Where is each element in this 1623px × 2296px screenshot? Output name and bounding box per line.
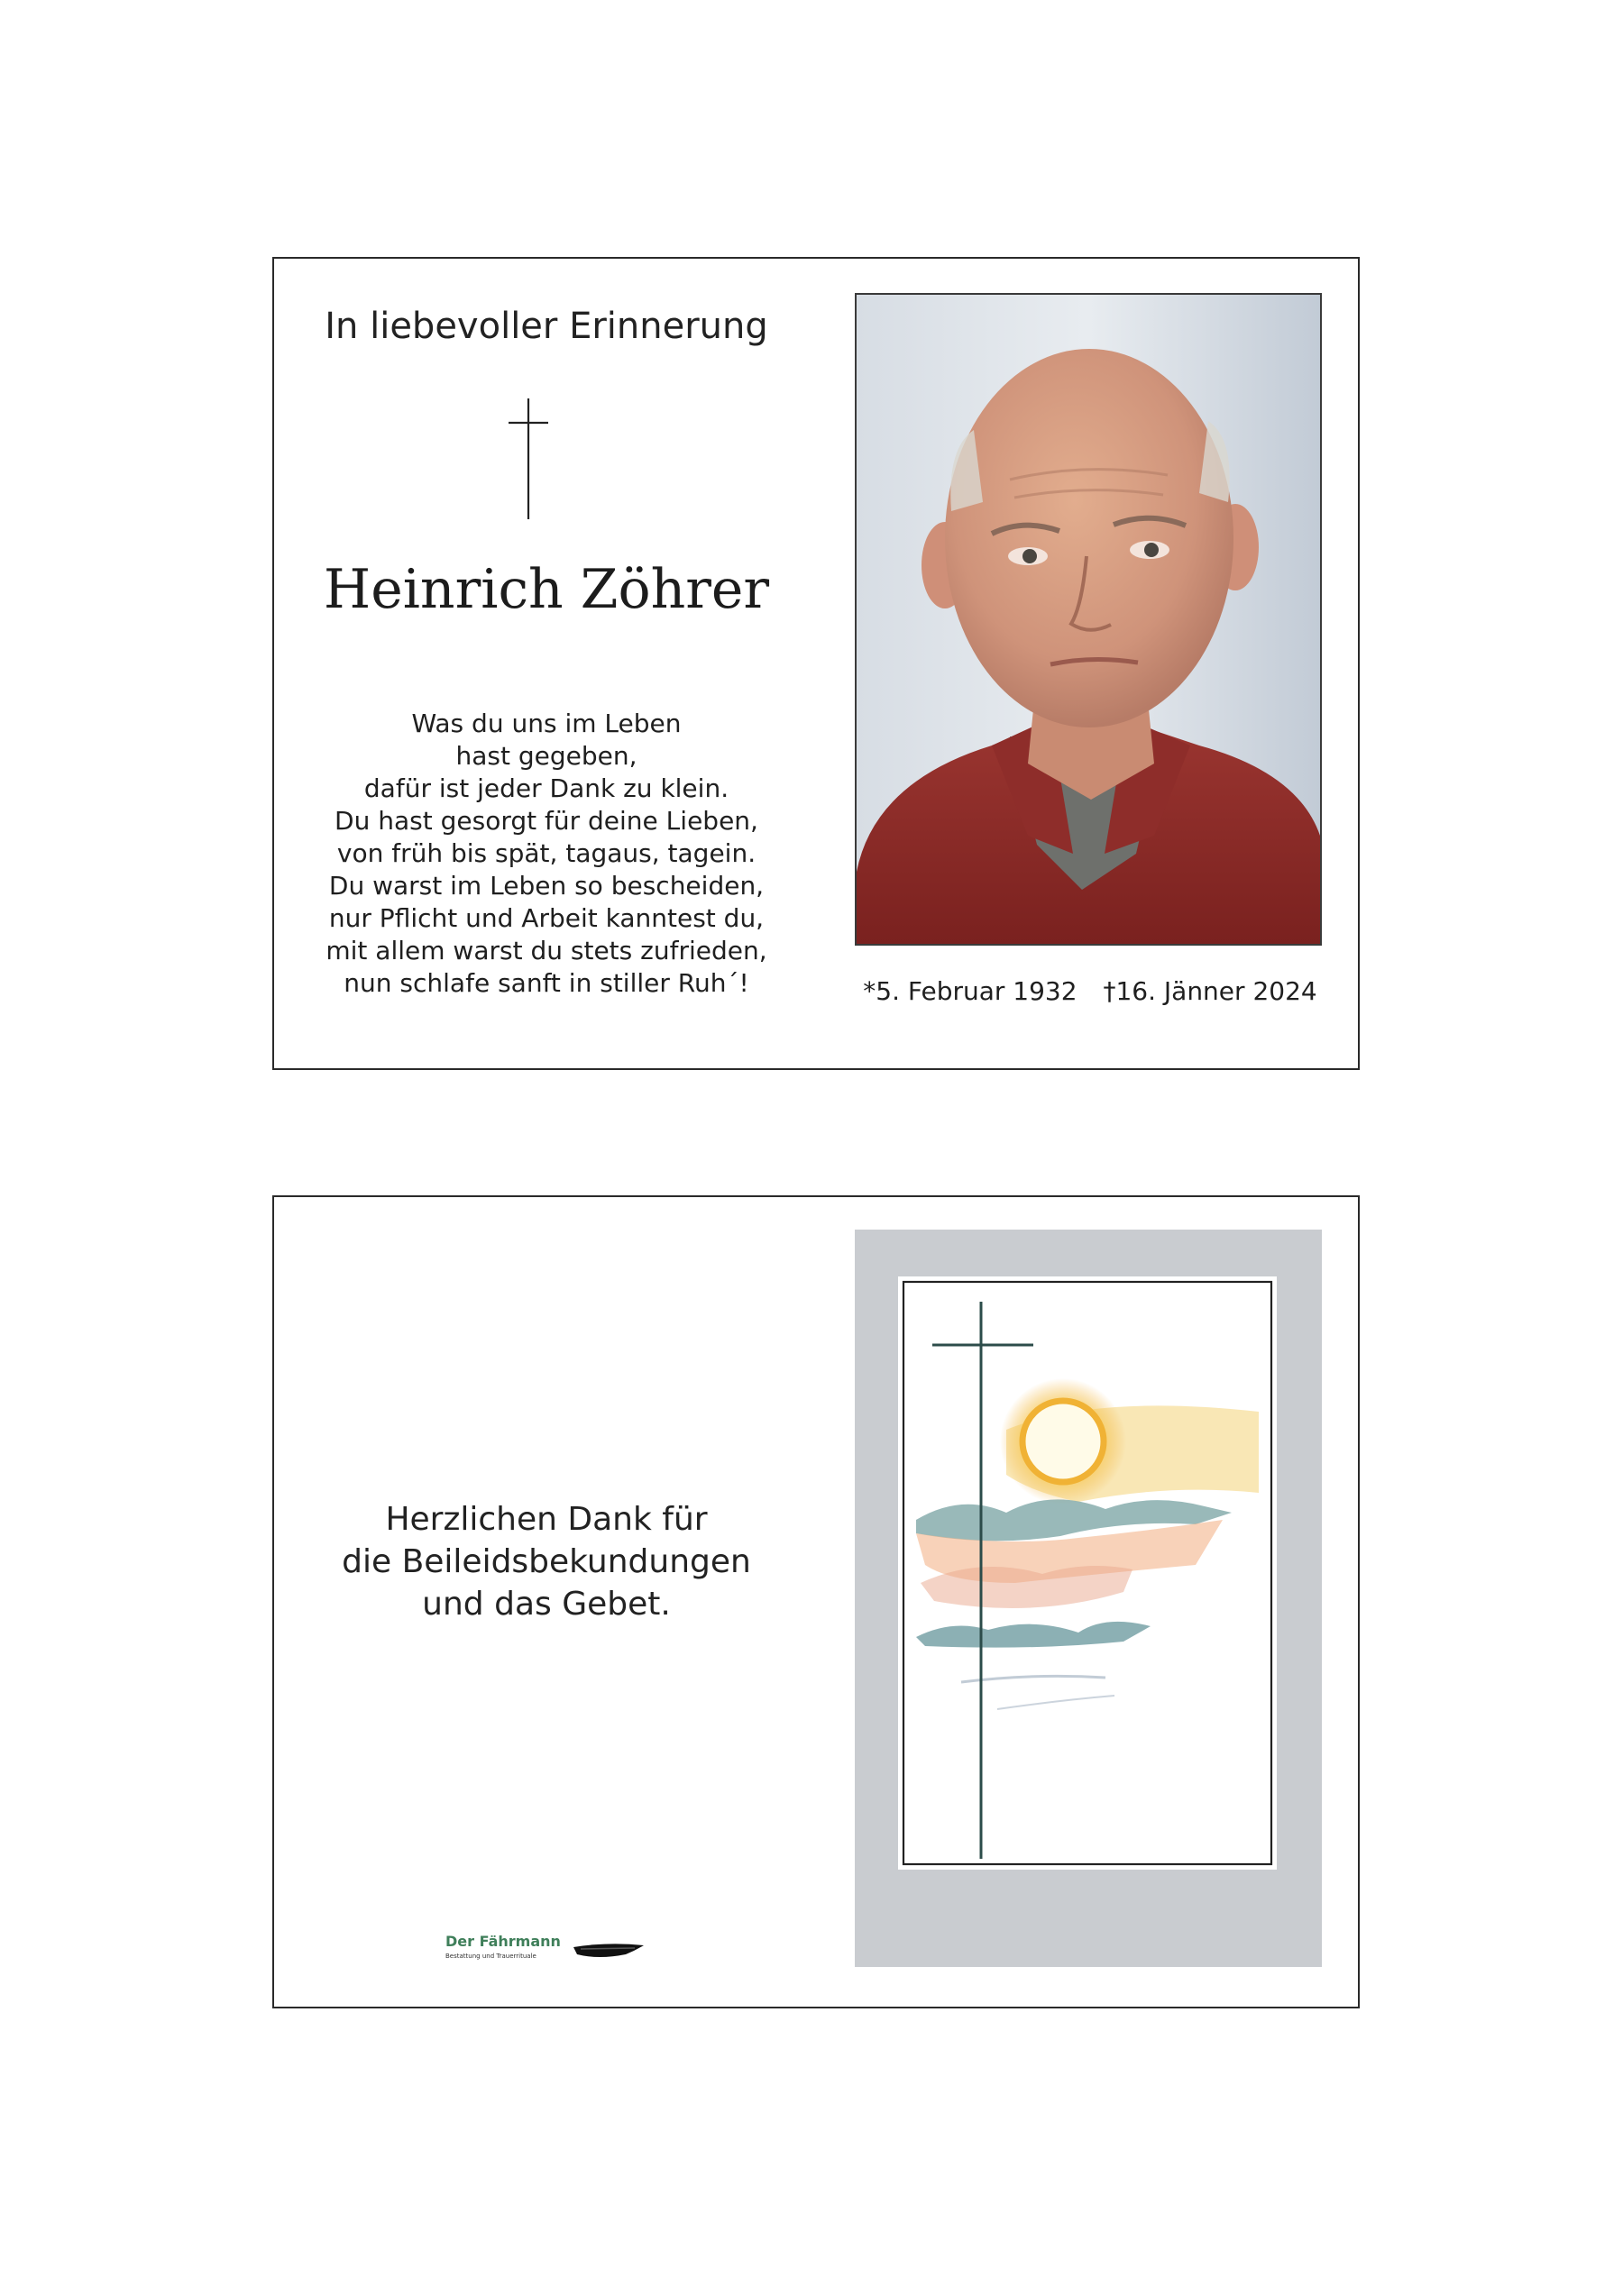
boat-icon — [572, 1940, 646, 1962]
poem-line: Du hast gesorgt für deine Lieben, — [335, 806, 758, 836]
portrait-photo — [855, 293, 1322, 946]
card-heading: In liebevoller Erinnerung — [325, 306, 768, 347]
poem-line: dafür ist jeder Dank zu klein. — [363, 773, 729, 803]
poem-line: nun schlafe sanft in stiller Ruh´! — [344, 968, 749, 998]
poem-line: von früh bis spät, tagaus, tagein. — [336, 838, 756, 868]
poem-line: nur Pflicht und Arbeit kanntest du, — [328, 903, 765, 933]
memorial-card-front — [272, 257, 1360, 1070]
logo-tagline: Bestattung und Trauerrituale — [445, 1953, 536, 1960]
logo-name: Der Fährmann — [445, 1933, 561, 1950]
memorial-card-back — [272, 1195, 1360, 2008]
memorial-poem — [274, 708, 819, 1000]
thanks-line: Herzlichen Dank für — [385, 1501, 708, 1538]
death-date: †16. Jänner 2024 — [1103, 976, 1317, 1006]
thanks-line: die Beileidsbekundungen — [342, 1543, 751, 1580]
cross-icon — [501, 398, 555, 519]
thanks-text — [274, 1498, 819, 1625]
sunset-cross-artwork — [855, 1230, 1322, 1967]
life-dates — [851, 976, 1329, 1006]
thanks-line: und das Gebet. — [422, 1586, 671, 1623]
poem-line: hast gegeben, — [455, 741, 637, 771]
poem-line: mit allem warst du stets zufrieden, — [326, 936, 767, 965]
poem-line: Du warst im Leben so bescheiden, — [328, 871, 765, 901]
deceased-name: Heinrich Zöhrer — [323, 558, 770, 621]
funeral-home-logo — [445, 1933, 662, 1978]
poem-line: Was du uns im Leben — [411, 709, 682, 738]
birth-date: *5. Februar 1932 — [863, 976, 1077, 1006]
